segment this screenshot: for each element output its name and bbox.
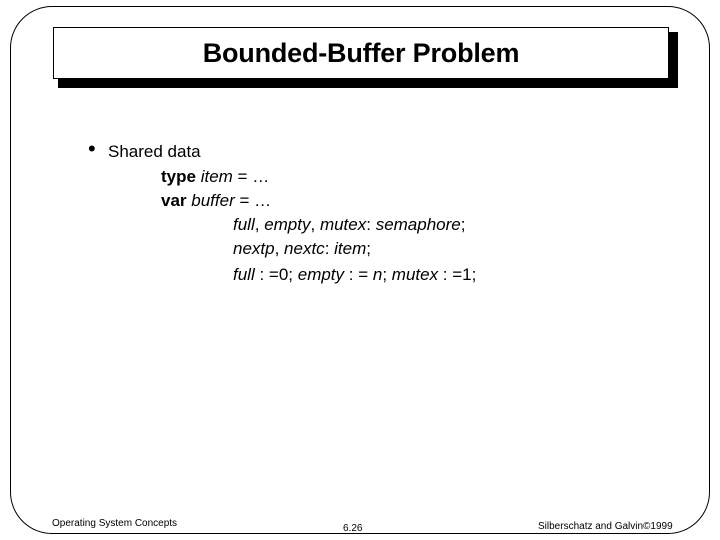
code-text: : =1; [438,265,477,284]
code-line-1 [161,166,269,188]
code-text: , [254,215,265,234]
identifier-item: item [200,167,233,186]
footer-right: Silberschatz and Galvin©1999 [538,521,673,532]
code-line-4 [233,238,371,260]
footer-page-number: 6.26 [343,523,363,534]
code-text: , [274,239,285,258]
identifier-full: full [233,215,255,234]
code-text: : [324,239,335,258]
code-text: : = [344,265,373,284]
code-text: ; [460,215,466,234]
identifier-nextp: nextp [233,239,275,258]
identifier-semaphore: semaphore [375,215,461,234]
code-text: , [310,215,320,234]
code-text: = … [232,167,270,186]
code-text: ; [382,265,392,284]
code-line-3 [233,214,465,236]
keyword-type: type [161,167,196,186]
identifier-mutex: mutex [319,215,367,234]
identifier-buffer: buffer [191,191,235,210]
slide-title: Bounded-Buffer Problem [202,37,520,68]
code-text: : =0; [254,265,298,284]
code-text: ; [366,239,371,258]
identifier-full: full [233,265,255,284]
bullet-icon: • [88,136,96,161]
footer-left: Operating System Concepts [52,518,178,529]
identifier-n: n [372,265,383,284]
keyword-var: var [161,191,187,210]
identifier-item: item [334,239,367,258]
title-box [53,27,669,79]
code-line-5 [233,264,476,286]
bullet-text: Shared data [108,142,201,161]
identifier-nextc: nextc [284,239,325,258]
code-line-2 [161,190,271,212]
identifier-mutex: mutex [391,265,439,284]
code-text: : [366,215,376,234]
identifier-empty: empty [264,215,311,234]
identifier-empty: empty [297,265,345,284]
code-text: = … [234,191,272,210]
